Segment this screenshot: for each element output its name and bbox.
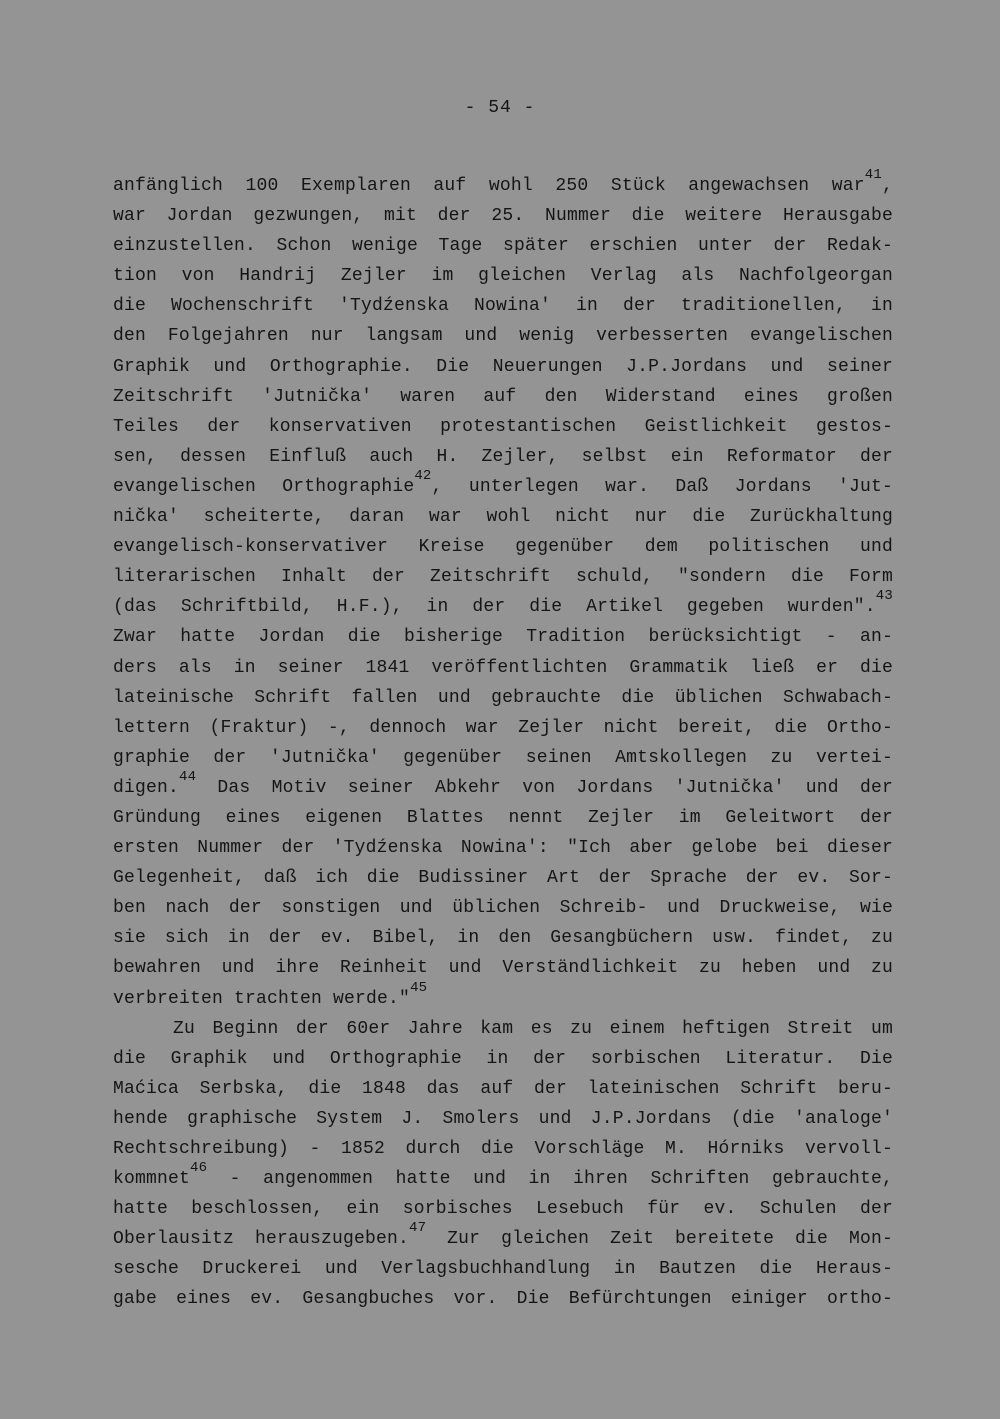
line-text: Rechtschreibung) - 1852 durch die Vorschläge M. Hórniks vervoll-: [113, 1139, 893, 1159]
line-text: ersten Nummer der 'Tydźenska Nowina': "Ich aber gelobe bei dieser: [113, 838, 893, 859]
text-line: [113, 653, 893, 683]
line-text: den Folgejahren nur langsam und wenig verbesserten evangelischen: [113, 326, 893, 347]
line-text: die Wochenschrift 'Tydźenska Nowina' in der traditionellen, in: [113, 296, 893, 317]
line-text-continued: Das Motiv seiner Abkehr von Jordans 'Jutnička' und der: [196, 777, 893, 798]
text-line: [113, 1134, 893, 1164]
line-text: sesche Druckerei und Verlagsbuchhandlung in Bautzen die Heraus-: [113, 1259, 893, 1280]
line-text: evangelischen Orthographie: [113, 476, 415, 497]
footnote-marker: 45: [410, 979, 428, 996]
line-text-continued: - angenommen hatte und in ihren Schriften gebrauchte,: [207, 1169, 893, 1190]
line-text: hende graphische System J. Smolers und J.P.Jordans (die 'analoge': [113, 1108, 893, 1129]
line-text: die Graphik und Orthographie in der sorbischen Literatur. Die: [113, 1048, 893, 1069]
text-line: [113, 382, 893, 412]
text-line: [113, 1194, 893, 1224]
line-text: Zeitschrift 'Jutnička' waren auf den Widerstand eines großen: [113, 386, 893, 407]
line-text: ders als in seiner 1841 veröffentlichten Grammatik ließ er die: [113, 657, 893, 678]
text-line: [113, 412, 893, 442]
line-text-continued: Zur gleichen Zeit bereitete die Mon-: [426, 1229, 893, 1250]
text-line: [113, 953, 893, 983]
line-text: Gelegenheit, daß ich die Budissiner Art der Sprache der ev. Sor-: [113, 868, 893, 889]
text-line: [113, 291, 893, 321]
line-text: hatte beschlossen, ein sorbisches Lesebuch für ev. Schulen der: [113, 1199, 893, 1220]
text-line: [113, 743, 893, 773]
line-text: ben nach der sonstigen und üblichen Schreib- und Druckweise, wie: [113, 898, 893, 919]
page-number: - 54 -: [464, 98, 536, 118]
line-text: gabe eines ev. Gesangbuches vor. Die Befürchtungen einiger ortho-: [113, 1289, 893, 1310]
text-line: [113, 167, 893, 201]
text-line: [113, 1254, 893, 1284]
text-line: [113, 979, 893, 1014]
text-line: [113, 1044, 893, 1074]
line-text: Gründung eines eigenen Blattes nennt Zejler im Geleitwort der: [113, 807, 893, 828]
footnote-marker: 46: [190, 1160, 208, 1177]
text-line: [113, 261, 893, 291]
footnote-marker: 41: [864, 167, 882, 183]
line-text: einzustellen. Schon wenige Tage später erschien unter der Redak-: [113, 236, 893, 257]
text-line: [113, 231, 893, 261]
line-text: kommnet: [113, 1169, 191, 1190]
line-text: nička' scheiterte, daran war wohl nicht nur die Zurückhaltung: [113, 507, 893, 528]
text-line: [113, 863, 893, 893]
line-text: (das Schriftbild, H.F.), in der die Artikel gegeben wurden".: [113, 597, 876, 618]
footnote-marker: 47: [409, 1220, 427, 1237]
line-text: verbreiten trachten werde.": [113, 988, 411, 1009]
line-text: Oberlausitz herauszugeben.: [113, 1229, 409, 1250]
text-line: [113, 1220, 893, 1254]
text-line: [113, 923, 893, 953]
line-text: lateinische Schrift fallen und gebrauchte die üblichen Schwabach-: [113, 687, 893, 708]
line-text: sie sich in der ev. Bibel, in den Gesangbüchern usw. findet, zu: [113, 928, 893, 949]
text-line: [113, 442, 893, 472]
text-line: [113, 622, 893, 652]
text-line: [113, 562, 893, 592]
line-text: Teiles der konservativen protestantischen Geistlichkeit gestos-: [113, 416, 893, 437]
text-line: [113, 201, 893, 231]
text-line: [113, 683, 893, 713]
line-text: war Jordan gezwungen, mit der 25. Nummer die weitere Herausgabe: [113, 206, 893, 227]
text-line: [113, 502, 893, 532]
footnote-marker: 43: [875, 588, 893, 605]
line-text: evangelisch-konservativer Kreise gegenüber dem politischen und: [113, 537, 893, 558]
text-line: [113, 321, 893, 351]
footnote-marker: 42: [414, 467, 432, 484]
text-line: [113, 893, 893, 923]
text-line: [113, 588, 893, 622]
line-text: sen, dessen Einfluß auch H. Zejler, selbst ein Reformator der: [113, 446, 893, 467]
text-line: [113, 1160, 893, 1194]
line-text: tion von Handrij Zejler im gleichen Verlag als Nachfolgeorgan: [113, 266, 893, 287]
text-line: [113, 1104, 893, 1134]
text-line: [113, 1074, 893, 1104]
line-text: literarischen Inhalt der Zeitschrift schuld, "sondern die Form: [113, 567, 893, 588]
text-line: [113, 467, 893, 502]
line-text: anfänglich 100 Exemplaren auf wohl 250 Stück angewachsen war: [113, 176, 865, 196]
body-text: [113, 167, 893, 1315]
line-text: Maćica Serbska, die 1848 das auf der lateinischen Schrift beru-: [113, 1078, 893, 1099]
line-text: Zu Beginn der 60er Jahre kam es zu einem heftigen Streit um: [173, 1018, 893, 1039]
text-line: [113, 713, 893, 743]
line-text: lettern (Fraktur) -, dennoch war Zejler nicht bereit, die Ortho-: [113, 717, 893, 738]
text-line: [113, 1284, 893, 1314]
text-line: [113, 532, 893, 562]
line-text-continued: ,: [881, 176, 893, 196]
line-text: digen.: [113, 777, 180, 798]
text-line: [113, 352, 893, 382]
line-text-continued: , unterlegen war. Daß Jordans 'Jut-: [431, 476, 893, 497]
line-text: Graphik und Orthographie. Die Neuerungen J.P.Jordans und seiner: [113, 356, 893, 377]
text-line: [113, 768, 893, 803]
line-text: Zwar hatte Jordan die bisherige Tradition berücksichtigt - an-: [113, 627, 893, 648]
text-line: [113, 803, 893, 833]
text-line: [113, 833, 893, 863]
line-text: graphie der 'Jutnička' gegenüber seinen Amtskollegen zu vertei-: [113, 747, 893, 768]
line-text: bewahren und ihre Reinheit und Verständlichkeit zu heben und zu: [113, 958, 893, 979]
text-line: [113, 1014, 893, 1044]
footnote-marker: 44: [179, 768, 197, 785]
